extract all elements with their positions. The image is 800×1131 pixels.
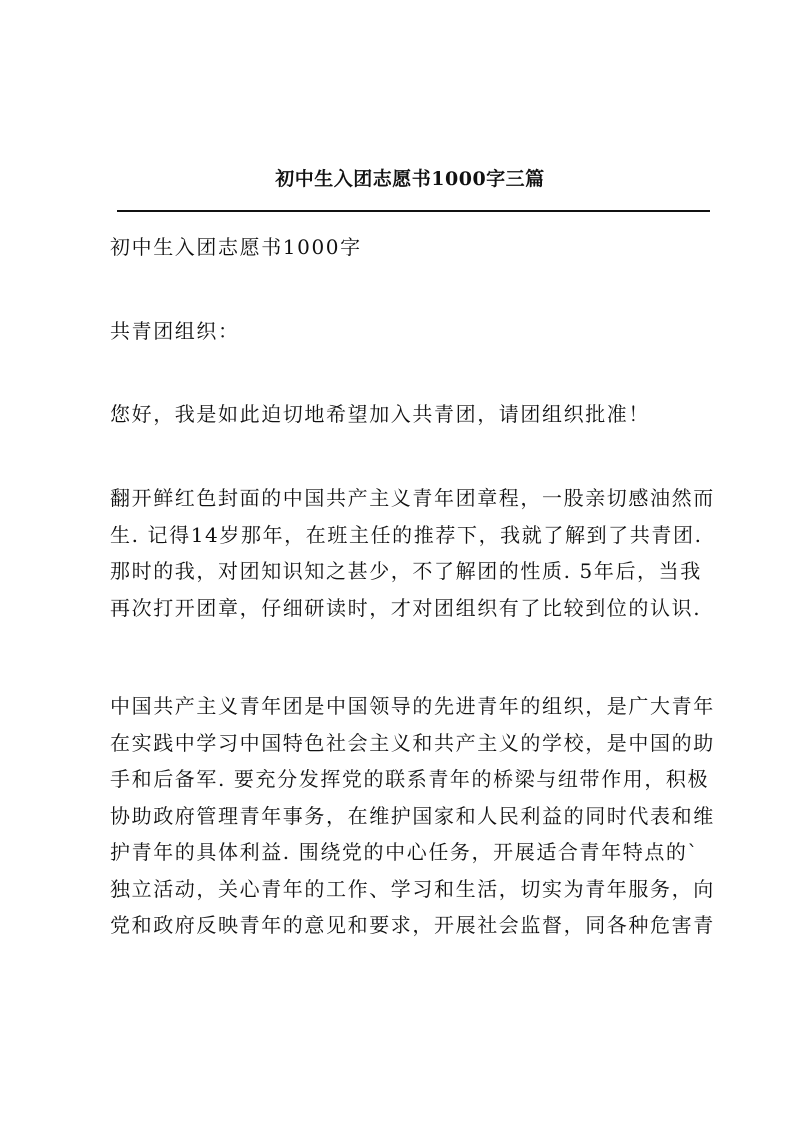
paragraph-2-line: 护青年的具体利益. 围绕党的中心任务，开展适合青年特点的` (110, 840, 700, 864)
paragraph-2-line: 独立活动，关心青年的工作、学习和生活，切实为青年服务，向 (110, 876, 715, 901)
paragraph-1 (110, 480, 715, 626)
paragraph-2-line: 党和政府反映青年的意见和要求，开展社会监督，同各种危害青 (110, 913, 715, 937)
paragraph-1-line: 生. 记得14岁那年，在班主任的推荐下，我就了解到了共青团. (110, 522, 703, 547)
paragraph-2-line: 中国共产主义青年团是中国领导的先进青年的组织，是广大青年 (110, 694, 715, 718)
paragraph-1-line: 再次打开团章，仔细研读时，才对团组织有了比较到位的认识. (110, 595, 702, 620)
paragraph-2-line: 在实践中学习中国特色社会主义和共产主义的学校，是中国的助 (110, 730, 715, 755)
paragraph-2-line: 协助政府管理青年事务，在维护国家和人民利益的同时代表和维 (110, 803, 715, 828)
paragraph-2-line: 手和后备军. 要充分发挥党的联系青年的桥梁与纽带作用，积极 (110, 767, 710, 791)
salutation-line: 共青团组织： (110, 319, 240, 343)
title-underline (117, 210, 710, 212)
greeting-line: 您好，我是如此迫切地希望加入共青团，请团组织批准！ (110, 402, 650, 426)
paragraph-1-line: 翻开鲜红色封面的中国共产主义青年团章程，一股亲切感油然而 (110, 486, 715, 510)
paragraph-2 (110, 688, 715, 944)
document-title: 初中生入团志愿书1000字三篇 (275, 168, 545, 190)
paragraph-1-line: 那时的我，对团知识知之甚少，不了解团的性质. 5年后，当我 (110, 559, 702, 583)
subtitle-line: 初中生入团志愿书1000字 (110, 235, 362, 259)
